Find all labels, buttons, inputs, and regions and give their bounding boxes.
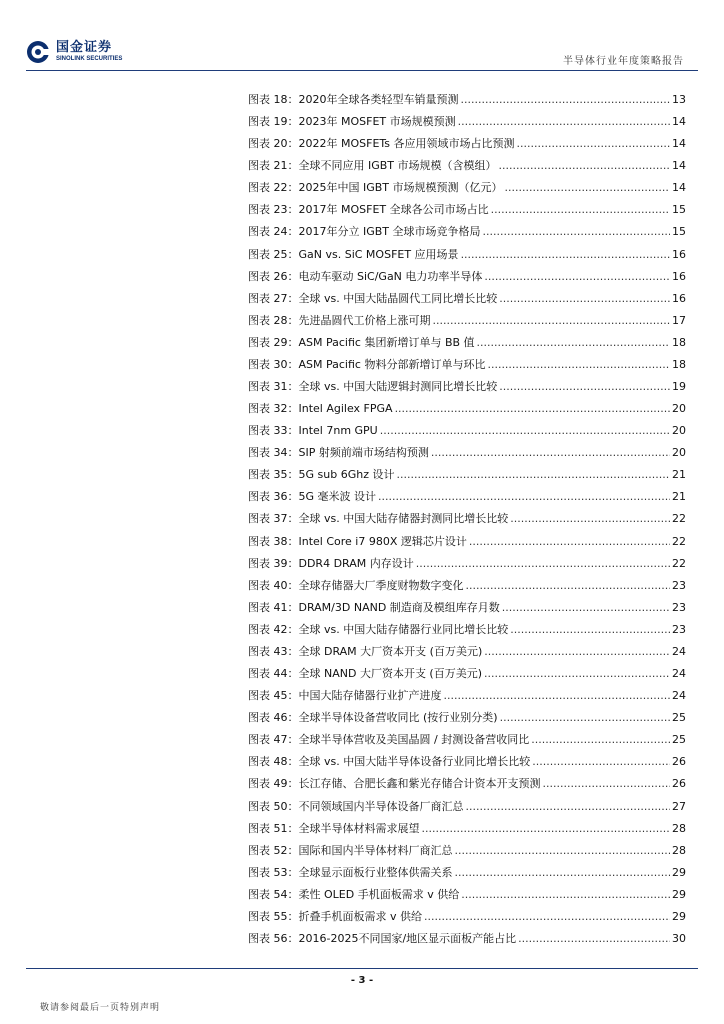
toc-entry-label: 图表 30：ASM Pacific 物料分部新增订单与环比 xyxy=(248,357,486,371)
toc-entry-label: 图表 48：全球 vs. 中国大陆半导体设备行业同比增长比较 xyxy=(248,755,531,769)
toc-leader-dots xyxy=(517,133,670,155)
toc-entry-page: 30 xyxy=(672,931,686,945)
toc-entry[interactable] xyxy=(248,928,686,950)
toc-leader-dots xyxy=(455,862,671,884)
toc-entry-label: 图表 39：DDR4 DRAM 内存设计 xyxy=(248,556,414,570)
toc-entry-page: 20 xyxy=(672,446,686,460)
toc-leader-dots xyxy=(433,310,671,332)
toc-leader-dots xyxy=(499,288,670,310)
toc-entry-label: 图表 40：全球存储器大厂季度财物数字变化 xyxy=(248,578,464,592)
brand-name-en: SINOLINK SECURITIES xyxy=(56,56,123,62)
toc-entry-page: 27 xyxy=(672,799,686,813)
toc-entry-page: 15 xyxy=(672,203,686,217)
toc-entry-label: 图表 52：国际和国内半导体材料厂商汇总 xyxy=(248,843,453,857)
toc-entry-page: 13 xyxy=(672,93,686,106)
toc-entry-page: 16 xyxy=(672,291,686,305)
toc-entry-page: 16 xyxy=(672,269,686,283)
toc-leader-dots xyxy=(531,729,670,751)
toc-leader-dots xyxy=(416,553,670,575)
toc-entry[interactable] xyxy=(248,177,686,199)
toc-entry-label: 图表 27：全球 vs. 中国大陆晶圆代工同比增长比较 xyxy=(248,291,498,305)
toc-entry[interactable] xyxy=(248,111,686,133)
toc-entry[interactable] xyxy=(248,906,686,928)
toc-leader-dots xyxy=(487,354,670,376)
toc-entry[interactable] xyxy=(248,641,686,663)
toc-entry-label: 图表 18：2020年全球各类轻型车销量预测 xyxy=(248,93,459,106)
toc-leader-dots xyxy=(532,751,670,773)
toc-leader-dots xyxy=(461,89,671,111)
toc-entry-page: 26 xyxy=(672,777,686,791)
toc-entry-label: 图表 26：电动车驱动 SiC/GaN 电力功率半导体 xyxy=(248,269,483,283)
toc-leader-dots xyxy=(505,177,670,199)
toc-entry-label: 图表 31：全球 vs. 中国大陆逻辑封测同比增长比较 xyxy=(248,380,498,394)
toc-entry-page: 14 xyxy=(672,181,686,195)
toc-entry-page: 20 xyxy=(672,424,686,438)
brand-logo xyxy=(26,40,122,64)
toc-entry-page: 22 xyxy=(672,512,686,526)
toc-leader-dots xyxy=(461,884,670,906)
toc-entry[interactable] xyxy=(248,685,686,707)
toc-leader-dots xyxy=(510,619,670,641)
toc-entry[interactable] xyxy=(248,773,686,795)
toc-entry-page: 15 xyxy=(672,225,686,239)
toc-entry-page: 22 xyxy=(672,556,686,570)
toc-entry-label: 图表 45：中国大陆存储器行业扩产进度 xyxy=(248,689,442,703)
toc-entry-label: 图表 29：ASM Pacific 集团新增订单与 BB 值 xyxy=(248,335,475,349)
toc-entry-label: 图表 47：全球半导体营收及美国晶圆 / 封测设备营收同比 xyxy=(248,733,530,747)
toc-entry-label: 图表 35：5G sub 6Ghz 设计 xyxy=(248,468,395,482)
toc-entry-page: 25 xyxy=(672,733,686,747)
toc-entry-label: 图表 24：2017年分立 IGBT 全球市场竞争格局 xyxy=(248,225,481,239)
footer-divider xyxy=(26,968,698,969)
toc-leader-dots xyxy=(477,332,670,354)
toc-leader-dots xyxy=(543,773,671,795)
toc-leader-dots xyxy=(458,111,670,133)
toc-entry-page: 23 xyxy=(672,578,686,592)
toc-entry-label: 图表 46：全球半导体设备营收同比 (按行业别分类) xyxy=(248,711,498,725)
toc-entry[interactable] xyxy=(248,818,686,840)
toc-entry-label: 图表 33：Intel 7nm GPU xyxy=(248,424,378,438)
toc-entry[interactable] xyxy=(248,597,686,619)
toc-entry-page: 28 xyxy=(672,821,686,835)
toc-entry-page: 25 xyxy=(672,711,686,725)
toc-leader-dots xyxy=(455,840,671,862)
toc-entry-label: 图表 38：Intel Core i7 980X 逻辑芯片设计 xyxy=(248,534,467,548)
toc-entry-page: 22 xyxy=(672,534,686,548)
toc-entry-label: 图表 41：DRAM/3D NAND 制造商及模组库存月数 xyxy=(248,600,500,614)
toc-entry-label: 图表 53：全球显示面板行业整体供需关系 xyxy=(248,865,453,879)
toc-entry-page: 14 xyxy=(672,137,686,151)
toc-entry[interactable] xyxy=(248,840,686,862)
toc-leader-dots xyxy=(491,199,670,221)
toc-leader-dots xyxy=(502,597,670,619)
sinolink-logo-icon xyxy=(26,40,50,64)
brand-name-cn: 国金证券 xyxy=(56,40,113,55)
toc-entry[interactable] xyxy=(248,398,686,420)
header-divider xyxy=(26,70,698,71)
toc-leader-dots xyxy=(424,906,670,928)
toc-entry[interactable] xyxy=(248,508,686,530)
toc-entry-page: 29 xyxy=(672,887,686,901)
toc-entry-label: 图表 42：全球 vs. 中国大陆存储器行业同比增长比较 xyxy=(248,622,509,636)
toc-leader-dots xyxy=(510,508,670,530)
toc-entry-label: 图表 37：全球 vs. 中国大陆存储器封测同比增长比较 xyxy=(248,512,509,526)
toc-entry-label: 图表 20：2022年 MOSFETs 各应用领域市场占比预测 xyxy=(248,137,515,151)
toc-leader-dots xyxy=(466,575,671,597)
toc-entry-label: 图表 32：Intel Agilex FPGA xyxy=(248,402,393,416)
toc-entry-page: 21 xyxy=(672,490,686,504)
toc-entry-page: 18 xyxy=(672,335,686,349)
toc-entry[interactable] xyxy=(248,332,686,354)
toc-leader-dots xyxy=(461,244,670,266)
toc-entry[interactable] xyxy=(248,442,686,464)
toc-entry-label: 图表 34：SIP 射频前端市场结构预测 xyxy=(248,446,429,460)
toc-leader-dots xyxy=(483,221,670,243)
toc-entry-page: 21 xyxy=(672,468,686,482)
toc-entry-label: 图表 50：不同领域国内半导体设备厂商汇总 xyxy=(248,799,464,813)
toc-entry-label: 图表 54：柔性 OLED 手机面板需求 v 供给 xyxy=(248,887,460,901)
toc-entry-page: 23 xyxy=(672,622,686,636)
toc-entry[interactable] xyxy=(248,155,686,177)
toc-entry-label: 图表 23：2017年 MOSFET 全球各公司市场占比 xyxy=(248,203,489,217)
toc-entry[interactable] xyxy=(248,288,686,310)
toc-entry-label: 图表 19：2023年 MOSFET 市场规模预测 xyxy=(248,115,456,129)
toc-entry[interactable] xyxy=(248,221,686,243)
toc-entry[interactable] xyxy=(248,89,686,111)
toc-entry-page: 23 xyxy=(672,600,686,614)
toc-entry-page: 28 xyxy=(672,843,686,857)
toc-entry-label: 图表 43：全球 DRAM 大厂资本开支 (百万美元) xyxy=(248,644,483,658)
toc-entry[interactable] xyxy=(248,133,686,155)
toc-entry[interactable] xyxy=(248,729,686,751)
toc-entry[interactable] xyxy=(248,796,686,818)
toc-entry-label: 图表 55：折叠手机面板需求 v 供给 xyxy=(248,909,422,923)
toc-entry[interactable] xyxy=(248,553,686,575)
toc-entry-page: 20 xyxy=(672,402,686,416)
toc-leader-dots xyxy=(499,155,670,177)
toc-entry-page: 18 xyxy=(672,357,686,371)
toc-entry[interactable] xyxy=(248,619,686,641)
page-number: - 3 - xyxy=(350,975,374,986)
toc-entry-page: 14 xyxy=(672,159,686,173)
toc-entry-label: 图表 44：全球 NAND 大厂资本开支 (百万美元) xyxy=(248,667,483,681)
toc-entry[interactable] xyxy=(248,575,686,597)
disclaimer-note: 敬请参阅最后一页特别声明 xyxy=(40,1003,161,1013)
toc-leader-dots xyxy=(422,818,671,840)
toc-entry-label: 图表 28：先进晶圆代工价格上涨可期 xyxy=(248,313,431,327)
toc-entry-label: 图表 25：GaN vs. SiC MOSFET 应用场景 xyxy=(248,247,459,261)
chart-index-list xyxy=(248,89,686,950)
toc-leader-dots xyxy=(518,928,670,950)
toc-leader-dots xyxy=(380,420,670,442)
toc-leader-dots xyxy=(484,266,670,288)
toc-entry[interactable] xyxy=(248,376,686,398)
toc-leader-dots xyxy=(484,641,670,663)
toc-entry[interactable] xyxy=(248,354,686,376)
page-header xyxy=(0,0,724,72)
toc-entry[interactable] xyxy=(248,199,686,221)
toc-leader-dots xyxy=(378,486,670,508)
toc-leader-dots xyxy=(469,531,670,553)
toc-entry[interactable] xyxy=(248,862,686,884)
toc-leader-dots xyxy=(484,663,670,685)
toc-entry-page: 24 xyxy=(672,644,686,658)
toc-leader-dots xyxy=(431,442,670,464)
toc-entry-label: 图表 22：2025年中国 IGBT 市场规模预测（亿元） xyxy=(248,181,503,195)
toc-leader-dots xyxy=(499,376,670,398)
toc-entry[interactable] xyxy=(248,486,686,508)
toc-entry-page: 24 xyxy=(672,689,686,703)
toc-leader-dots xyxy=(444,685,671,707)
toc-entry[interactable] xyxy=(248,751,686,773)
toc-entry-page: 19 xyxy=(672,380,686,394)
toc-entry[interactable] xyxy=(248,884,686,906)
toc-entry-label: 图表 56：2016-2025不同国家/地区显示面板产能占比 xyxy=(248,931,517,945)
toc-entry-label: 图表 36：5G 毫米波 设计 xyxy=(248,490,377,504)
toc-entry[interactable] xyxy=(248,244,686,266)
toc-entry-page: 29 xyxy=(672,909,686,923)
toc-leader-dots xyxy=(466,796,671,818)
toc-entry[interactable] xyxy=(248,464,686,486)
toc-entry[interactable] xyxy=(248,266,686,288)
toc-entry-page: 24 xyxy=(672,667,686,681)
toc-leader-dots xyxy=(395,398,670,420)
toc-entry-label: 图表 21：全球不同应用 IGBT 市场规模（含模组） xyxy=(248,159,497,173)
toc-entry-page: 14 xyxy=(672,115,686,129)
toc-entry[interactable] xyxy=(248,663,686,685)
toc-entry[interactable] xyxy=(248,531,686,553)
toc-entry[interactable] xyxy=(248,707,686,729)
toc-entry-page: 29 xyxy=(672,865,686,879)
toc-entry-label: 图表 49：长江存储、合肥长鑫和紫光存储合计资本开支预测 xyxy=(248,777,541,791)
toc-entry-label: 图表 51：全球半导体材料需求展望 xyxy=(248,821,420,835)
toc-entry[interactable] xyxy=(248,310,686,332)
toc-entry-page: 26 xyxy=(672,755,686,769)
toc-leader-dots xyxy=(396,464,670,486)
toc-entry-page: 16 xyxy=(672,247,686,261)
toc-entry-page: 17 xyxy=(672,313,686,327)
toc-entry[interactable] xyxy=(248,420,686,442)
report-title: 半导体行业年度策略报告 xyxy=(563,56,684,67)
toc-leader-dots xyxy=(500,707,670,729)
